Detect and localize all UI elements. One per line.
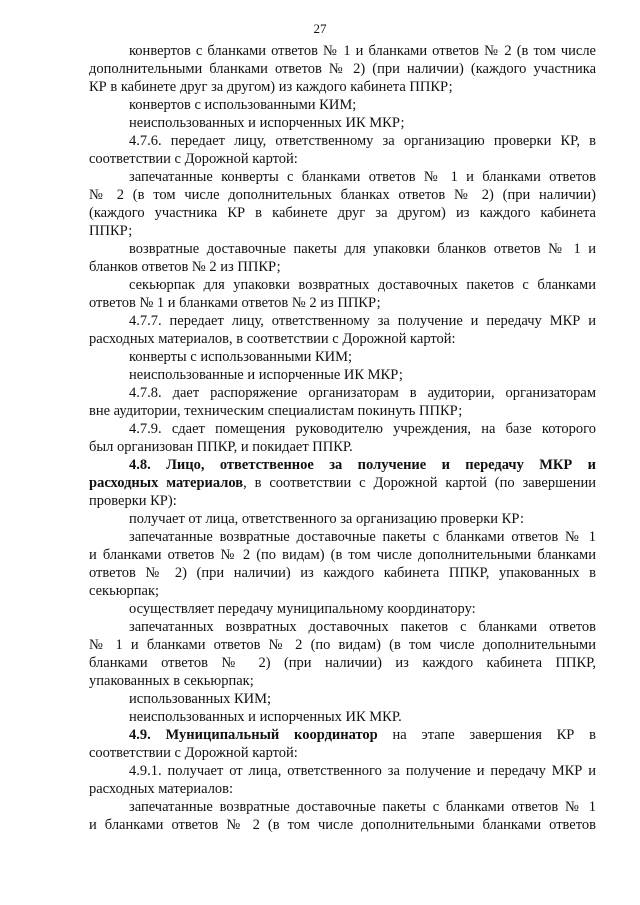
text-line [89,744,596,762]
text-line [89,510,596,528]
text-line [89,816,596,834]
line-text: 4.7.6. передает лицу, ответственному за организацию проверки КР, в [129,133,596,149]
bold-text: 4.9. Муниципальный координатор [129,727,378,743]
text-line [89,600,596,618]
text-line [89,420,596,438]
line-text: бланками ответов № 2) (при наличии) из каждого кабинета ППКР, [89,655,596,671]
text-line [89,114,596,132]
text-line [89,204,596,222]
text-line [89,528,596,546]
text-line [89,186,596,204]
line-text: 4.7.9. сдает помещения руководителю учреждения, на базе которого [129,421,596,437]
text-line [89,294,596,312]
line-text: соответствии с Дорожной картой: [89,745,298,761]
line-text: конвертов с бланками ответов № 1 и бланками ответов № 2 (в том числе [129,43,596,59]
text-line [89,546,596,564]
line-text: 4.7.8. дает распоряжение организаторам в аудитории, организаторам [129,385,596,401]
text-line [89,474,596,492]
line-text: проверки КР): [89,493,177,509]
line-text: секьюрпак для упаковки возвратных доставочных пакетов с бланками [129,277,596,293]
line-text: получает от лица, ответственного за организацию проверки КР: [129,511,524,527]
text-line [89,366,596,384]
line-text: запечатанные конверты с бланками ответов № 1 и бланками ответов [129,169,596,185]
document-body [89,42,596,834]
line-text: 4.9.1. получает от лица, ответственного за получение и передачу МКР и [129,763,596,779]
text-line [89,150,596,168]
text-line [89,690,596,708]
text-line [89,96,596,114]
text-line [89,384,596,402]
line-text: неиспользованных и испорченных ИК МКР; [129,115,405,131]
text-line [89,582,596,600]
text-line [89,726,596,744]
line-text: на этапе завершения КР в [377,727,596,743]
line-text: , в соответствии с Дорожной картой (по завершении [243,475,596,491]
line-text: упакованных в секьюрпак; [89,673,254,689]
line-text: расходных материалов: [89,781,234,797]
text-line [89,456,596,474]
line-text: соответствии с Дорожной картой: [89,151,298,167]
text-line [89,168,596,186]
text-line [89,348,596,366]
line-text: неиспользованных и испорченных ИК МКР. [129,709,402,725]
text-line [89,672,596,690]
line-text: конверты с использованными КИМ; [129,349,353,365]
line-text: № 1 и бланками ответов № 2 (по видам) (в том числе дополнительными [89,637,596,653]
bold-text: расходных материалов [89,475,244,491]
line-text: № 2 (в том числе дополнительных бланках ответов № 2) (при наличии) [89,187,596,203]
text-line [89,438,596,456]
text-line [89,780,596,798]
text-line [89,258,596,276]
line-text: осуществляет передачу муниципальному координатору: [129,601,476,617]
text-line [89,312,596,330]
text-line [89,654,596,672]
line-text: конвертов с использованными КИМ; [129,97,357,113]
line-text: возвратные доставочные пакеты для упаковки бланков ответов № 1 и [129,241,596,257]
text-line [89,762,596,780]
line-text: запечатанных возвратных доставочных пакетов с бланками ответов [129,619,596,635]
line-text: и бланками ответов № 2 (в том числе дополнительными бланками ответов [89,817,596,833]
text-line [89,240,596,258]
line-text: секьюрпак; [89,583,160,599]
line-text: был организован ППКР, и покидает ППКР. [89,439,353,455]
text-line [89,636,596,654]
text-line [89,708,596,726]
page-number: 27 [313,21,327,36]
text-line [89,798,596,816]
line-text: КР в кабинете друг за другом) из каждого кабинета ППКР; [89,79,453,95]
line-text: вне аудитории, техническим специалистам покинуть ППКР; [89,403,463,419]
line-text: ППКР; [89,223,133,239]
text-line [89,222,596,240]
text-line [89,132,596,150]
line-text: запечатанные возвратные доставочные пакеты с бланками ответов № 1 [129,529,596,545]
line-text: использованных КИМ; [129,691,272,707]
line-text: дополнительными бланками ответов № 2) (при наличии) (каждого участника [89,61,596,77]
line-text: расходных материалов, в соответствии с Дорожной картой: [89,331,456,347]
text-line [89,60,596,78]
text-line [89,492,596,510]
line-text: неиспользованные и испорченные ИК МКР; [129,367,403,383]
text-line [89,276,596,294]
line-text: ответов № 1 и бланками ответов № 2 из ППКР; [89,295,381,311]
line-text: запечатанные возвратные доставочные пакеты с бланками ответов № 1 [129,799,596,815]
text-line [89,402,596,420]
text-line [89,78,596,96]
bold-text: 4.8. Лицо, ответственное за получение и передачу МКР и [129,457,596,473]
line-text: (каждого участника КР в кабинете друг за другом) из каждого кабинета [89,205,596,221]
line-text: ответов № 2) (при наличии) из каждого кабинета ППКР, упакованных в [89,565,596,581]
line-text: 4.7.7. передает лицу, ответственному за получение и передачу МКР и [129,313,596,329]
text-line [89,618,596,636]
text-line [89,330,596,348]
text-line [89,42,596,60]
line-text: и бланками ответов № 2 (по видам) (в том числе дополнительными бланками [89,547,596,563]
text-line [89,564,596,582]
line-text: бланков ответов № 2 из ППКР; [89,259,281,275]
